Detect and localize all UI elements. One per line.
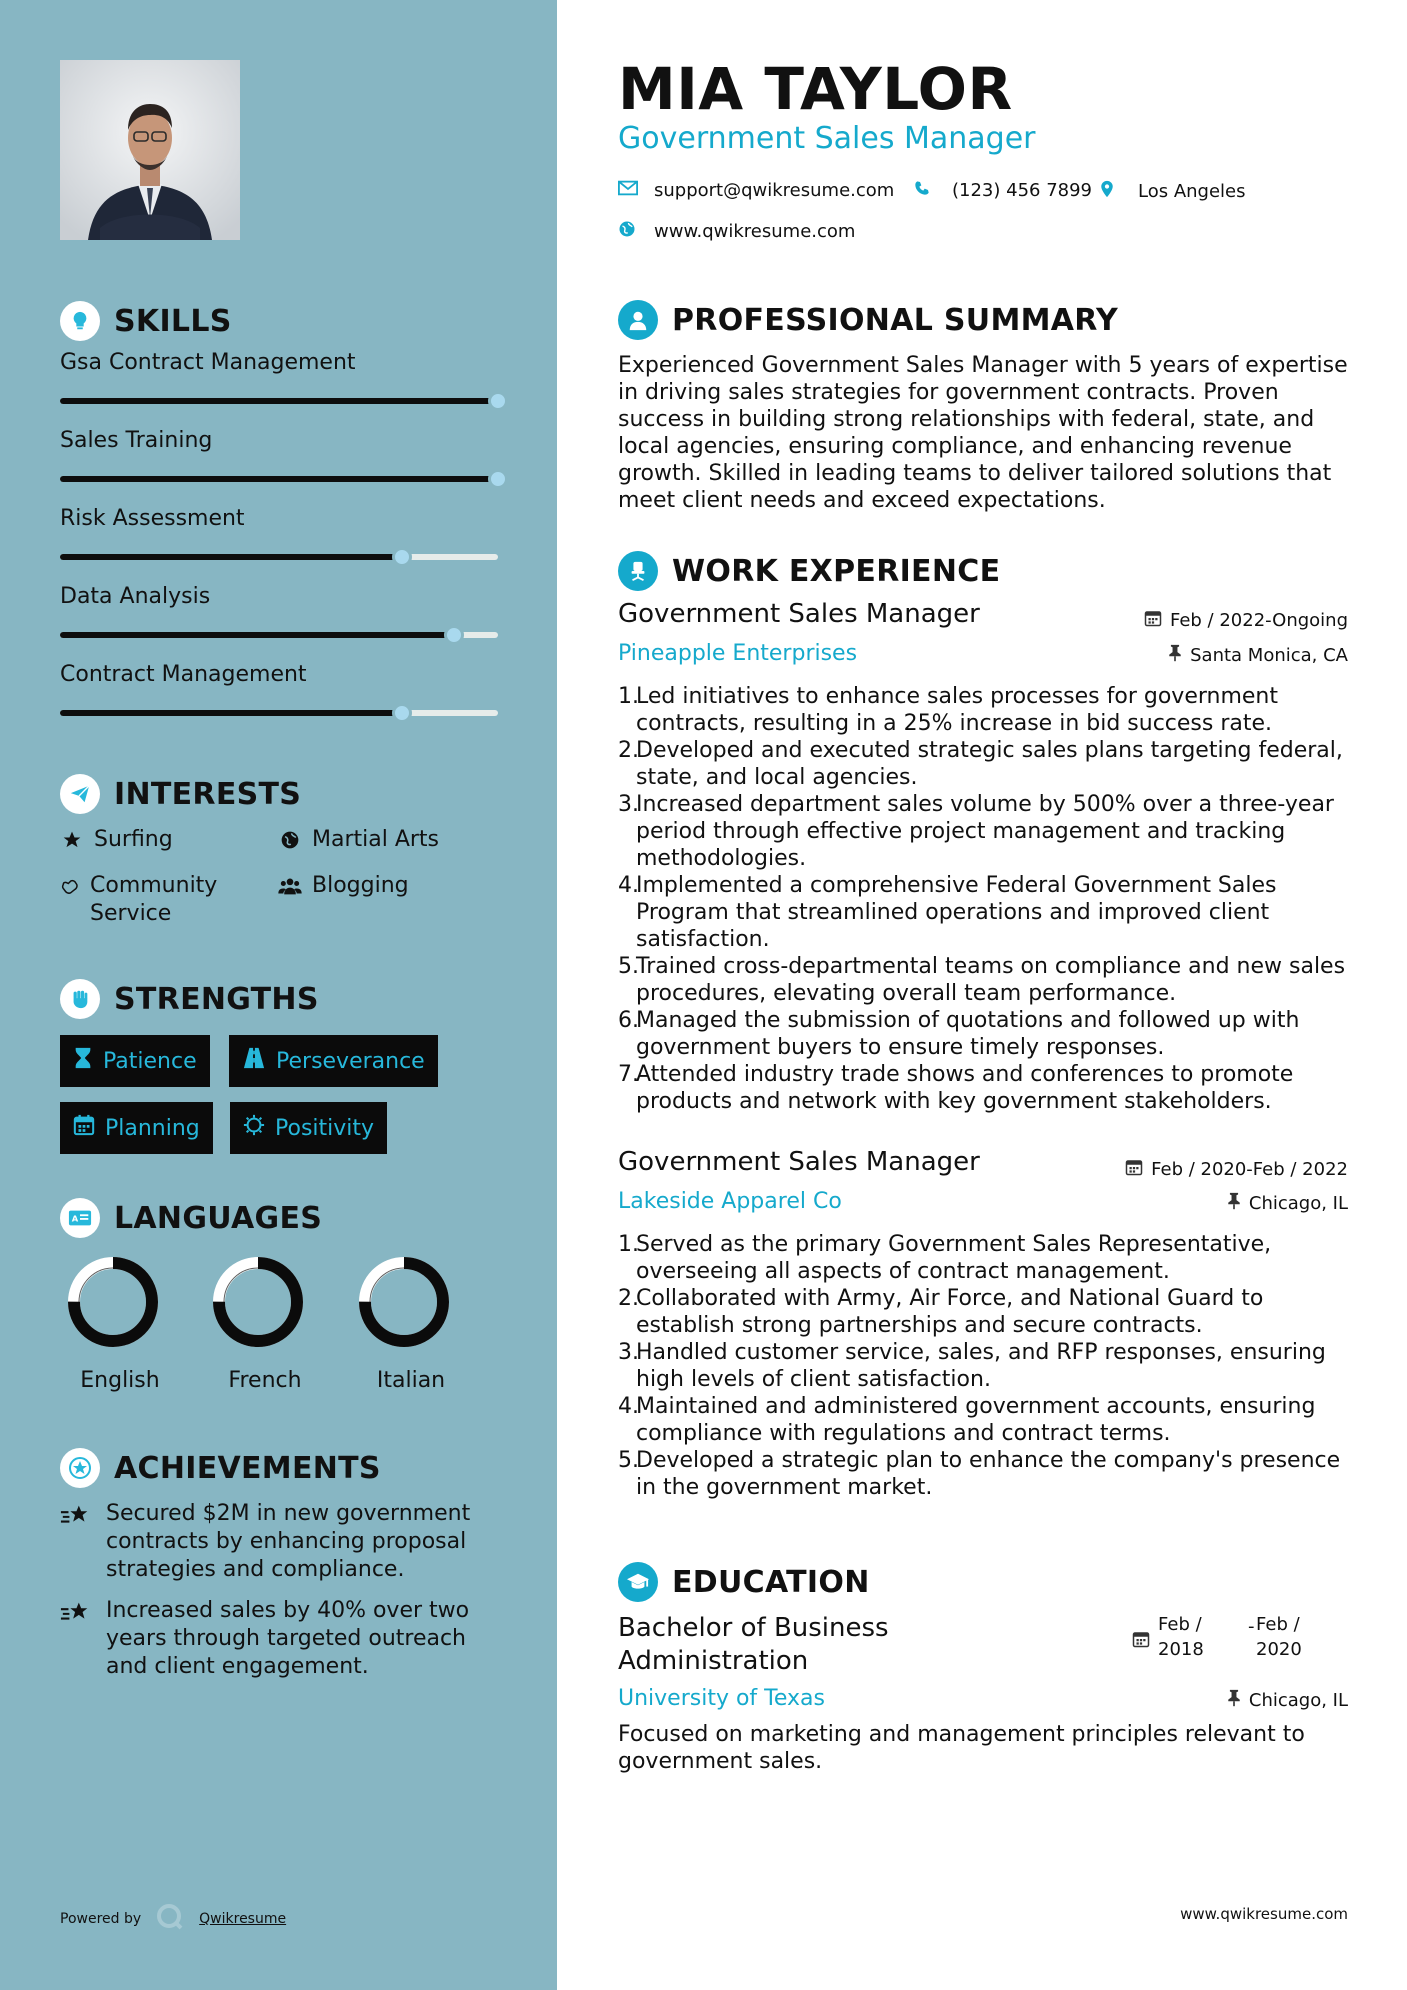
powered-by-label: Powered by [60, 1911, 142, 1927]
education-start-line1: Feb / [1158, 1614, 1202, 1635]
shooting-star-icon [60, 1500, 94, 1584]
candidate-name: MIA TAYLOR [618, 55, 1013, 123]
interest-item [60, 826, 173, 854]
strengths-section-header [60, 979, 319, 1019]
interests-title: INTERESTS [114, 776, 302, 812]
job-date [1125, 1158, 1348, 1181]
education-location [1227, 1689, 1348, 1712]
globe-icon [618, 220, 636, 243]
achievement-item [60, 1500, 500, 1584]
office-chair-icon [618, 551, 658, 591]
skill-name: Gsa Contract Management [60, 350, 356, 375]
summary-text: Experienced Government Sales Manager with 5 years of expertise in driving sales strategies for government contracts. Proven success in building strong relationships with federal, state, and local agencies, ensuring compliance, and enhancing revenue growth. Skilled in leading teams to deliver tailored solutions that meet client needs and exceed expectations. [618, 353, 1348, 513]
phone-icon [914, 180, 930, 201]
paper-plane-icon [60, 774, 100, 814]
skill-bar-fill [60, 710, 402, 716]
calendar-icon [1144, 609, 1162, 632]
strength-label: Perseverance [276, 1048, 425, 1074]
job-date-text: Feb / 2022-Ongoing [1169, 610, 1348, 631]
svg-text:A: A [71, 1213, 79, 1224]
skill-name: Contract Management [60, 662, 307, 687]
job-bullet: Served as the primary Government Sales Representative, overseeing all aspects of contract management. [636, 1232, 1272, 1284]
skill-bar-fill [60, 476, 498, 482]
experience-section-header [618, 551, 1000, 591]
language-label: English [80, 1368, 160, 1393]
skill-bar-knob [392, 547, 412, 567]
achievement-text: Secured $2M in new government contracts by enhancing proposal strategies and compliance. [106, 1501, 471, 1582]
skill-name: Risk Assessment [60, 506, 245, 531]
star-icon [60, 826, 84, 854]
strength-label: Planning [105, 1115, 200, 1141]
globe-icon [278, 826, 302, 854]
language-ring [66, 1255, 160, 1349]
skill-bar-knob [444, 625, 464, 645]
qwikresume-link[interactable]: Qwikresume [199, 1911, 287, 1927]
skill-bar-fill [60, 632, 454, 638]
job-title: Government Sales Manager [618, 599, 980, 629]
language-label: French [228, 1368, 302, 1393]
job-bullet: Maintained and administered government accounts, ensuring compliance with regulations and contract terms. [636, 1394, 1316, 1446]
job-bullet: Attended industry trade shows and conferences to promote products and network with key government stakeholders. [636, 1062, 1294, 1114]
language-ring [357, 1255, 451, 1349]
interest-item [60, 872, 260, 928]
shooting-star-icon [60, 1597, 94, 1681]
phone-text: (123) 456 7899 [952, 180, 1093, 201]
interest-label: Martial Arts [312, 827, 440, 852]
language-ring [211, 1255, 305, 1349]
star-badge-icon [60, 1448, 100, 1488]
strength-chip [60, 1035, 210, 1087]
education-school: University of Texas [618, 1686, 825, 1711]
fist-icon [60, 979, 100, 1019]
education-date-separator: - [1248, 1616, 1255, 1637]
lightbulb-icon [60, 301, 100, 341]
strength-chip [60, 1102, 213, 1154]
interest-label: Community Service [90, 873, 218, 926]
job-bullet: Developed and executed strategic sales plans targeting federal, state, and local agencies. [636, 738, 1343, 790]
achievements-title: ACHIEVEMENTS [114, 1450, 381, 1486]
job-bullet: Increased department sales volume by 500% over a three-year period through effective project management and tracking methodologies. [636, 792, 1334, 871]
job-location [1227, 1192, 1348, 1215]
job-company: Pineapple Enterprises [618, 641, 858, 666]
job-bullet: Collaborated with Army, Air Force, and National Guard to establish strong partnerships and secure contracts. [636, 1286, 1264, 1338]
profile-photo [60, 60, 240, 240]
skill-bar-knob [392, 703, 412, 723]
contact-location [1100, 180, 1246, 203]
qwikresume-logo-icon [155, 1902, 185, 1936]
achievements-section-header [60, 1448, 381, 1488]
pushpin-icon [1227, 1192, 1241, 1215]
summary-section-header [618, 300, 1118, 340]
users-icon [278, 872, 302, 900]
skill-bar-fill [60, 398, 498, 404]
summary-title: PROFESSIONAL SUMMARY [672, 302, 1119, 338]
job-bullet: Developed a strategic plan to enhance the company's presence in the government market. [636, 1448, 1341, 1500]
powered-by [60, 1902, 286, 1936]
job-bullet: Handled customer service, sales, and RFP responses, ensuring high levels of client satisfaction. [636, 1340, 1326, 1392]
language-label: Italian [376, 1368, 446, 1393]
job-location [1168, 644, 1348, 667]
strength-chip [229, 1035, 438, 1087]
sun-icon [243, 1114, 265, 1142]
contact-phone[interactable] [914, 180, 1092, 201]
skill-bar [60, 476, 498, 482]
pushpin-icon [1227, 1689, 1241, 1712]
interest-label: Blogging [312, 873, 409, 898]
sidebar [0, 0, 557, 1990]
website-text: www.qwikresume.com [654, 221, 856, 242]
strengths-title: STRENGTHS [114, 981, 319, 1017]
user-icon [618, 300, 658, 340]
skill-bar [60, 632, 498, 638]
skills-section-header [60, 301, 232, 341]
education-degree: Bachelor of Business Administration [618, 1613, 889, 1676]
job-location-text: Santa Monica, CA [1190, 645, 1348, 666]
job-bullet: Implemented a comprehensive Federal Government Sales Program that streamlined operations and improved client satisfaction. [636, 873, 1277, 952]
skill-name: Sales Training [60, 428, 213, 453]
strength-chip [230, 1102, 387, 1154]
graduation-cap-icon [618, 1562, 658, 1602]
achievement-item [60, 1597, 500, 1681]
map-pin-icon [1100, 180, 1114, 203]
achievement-text: Increased sales by 40% over two years through targeted outreach and client engagement. [106, 1598, 470, 1679]
skill-bar-knob [488, 391, 508, 411]
job-bullets [618, 683, 1363, 1115]
envelope-icon [618, 180, 638, 201]
contact-website[interactable] [618, 220, 855, 243]
skill-bar-knob [488, 469, 508, 489]
interest-label: Surfing [94, 827, 173, 852]
strength-label: Patience [103, 1048, 197, 1074]
experience-title: WORK EXPERIENCE [672, 553, 1001, 589]
email-text: support@qwikresume.com [654, 180, 895, 201]
calendar-icon [73, 1114, 95, 1142]
skill-bar [60, 710, 498, 716]
education-end-date [1256, 1612, 1302, 1662]
education-start-line2: 2018 [1158, 1639, 1204, 1660]
language-card-icon [60, 1198, 100, 1238]
job-company: Lakeside Apparel Co [618, 1189, 842, 1214]
skill-bar-fill [60, 554, 402, 560]
road-icon [242, 1047, 266, 1075]
skills-title: SKILLS [114, 303, 232, 339]
job-location-text: Chicago, IL [1248, 1193, 1348, 1214]
job-bullet: Led initiatives to enhance sales processes for government contracts, resulting in a 25% increase in bid success rate. [636, 684, 1278, 736]
skill-bar [60, 398, 498, 404]
education-location-text: Chicago, IL [1248, 1690, 1348, 1711]
languages-title: LANGUAGES [114, 1200, 323, 1236]
interest-item [278, 826, 439, 854]
languages-section-header [60, 1198, 322, 1238]
job-bullets [618, 1231, 1363, 1501]
interests-section-header [60, 774, 301, 814]
job-date-text: Feb / 2020-Feb / 2022 [1151, 1159, 1348, 1180]
candidate-title: Government Sales Manager [618, 121, 1036, 156]
footer-website[interactable]: www.qwikresume.com [1180, 1905, 1348, 1923]
calendar-icon [1125, 1158, 1143, 1181]
interest-item [278, 872, 409, 900]
calendar-icon [1132, 1630, 1150, 1652]
education-start-date [1158, 1612, 1204, 1662]
strength-label: Positivity [275, 1115, 375, 1141]
education-section-header [618, 1562, 870, 1602]
job-bullet: Managed the submission of quotations and followed up with government buyers to ensure timely responses. [636, 1008, 1300, 1060]
contact-email[interactable] [618, 180, 894, 201]
location-text: Los Angeles [1138, 181, 1246, 202]
hand-icon [60, 872, 80, 900]
job-title: Government Sales Manager [618, 1147, 980, 1177]
education-text: Focused on marketing and management principles relevant to government sales. [618, 1722, 1305, 1774]
job-bullet: Trained cross-departmental teams on compliance and new sales procedures, elevating overall team performance. [636, 954, 1346, 1006]
education-end-line1: Feb / [1256, 1614, 1300, 1635]
person-photo-icon [60, 60, 240, 240]
pushpin-icon [1168, 644, 1182, 667]
job-date [1144, 609, 1348, 632]
hourglass-icon [73, 1047, 93, 1075]
skill-bar [60, 554, 498, 560]
education-end-line2: 2020 [1256, 1639, 1302, 1660]
skill-name: Data Analysis [60, 584, 211, 609]
education-title: EDUCATION [672, 1564, 870, 1600]
